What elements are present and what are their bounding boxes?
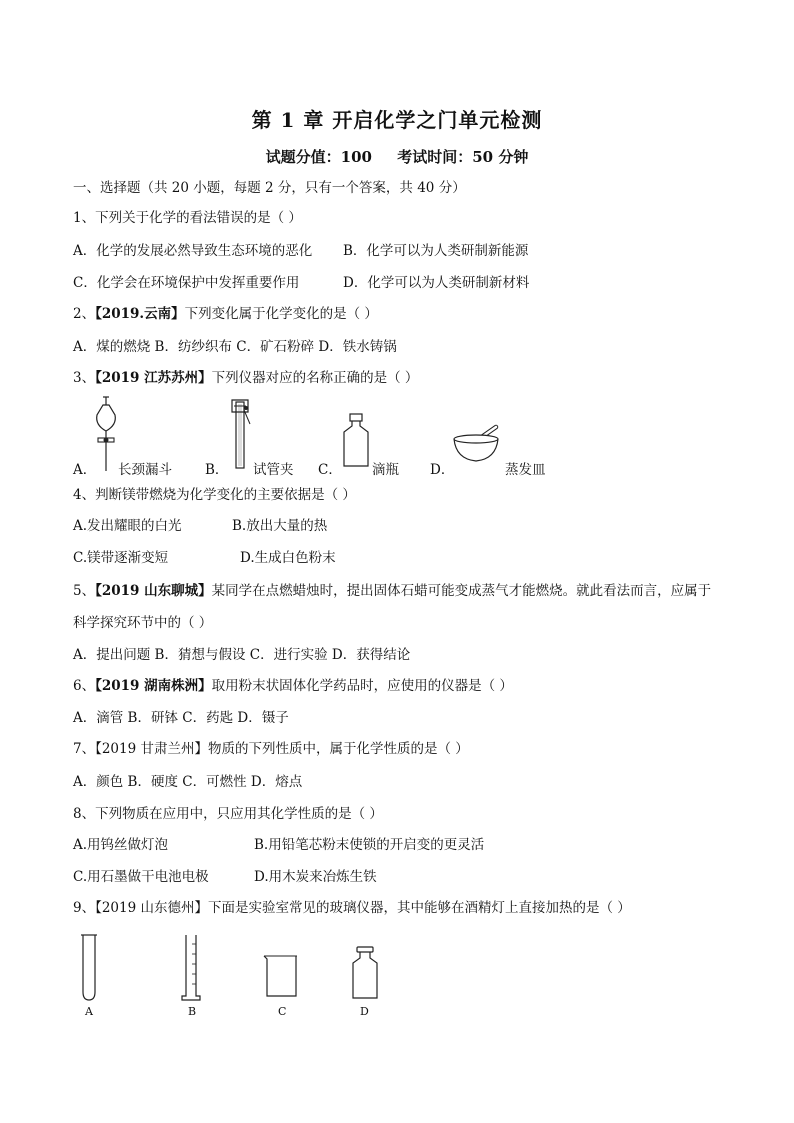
question-8-option-c: C.用石墨做干电池电极 (73, 869, 209, 885)
figure-label-c: C (278, 1005, 287, 1018)
question-8-option-b: B.用铅笔芯粉末使锁的开启变的更灵活 (254, 837, 485, 853)
question-5-source-tag: 【2019 山东聊城】 (95, 583, 212, 599)
question-2-stem: 2、【2019.云南】下列变化属于化学变化的是（ ） (73, 306, 378, 322)
bottle-figure (340, 412, 372, 468)
question-3-option-d-name: 蒸发皿 (505, 462, 546, 478)
figure-label-d: D (360, 1005, 369, 1018)
question-1-option-c: C．化学会在环境保护中发挥重要作用 (73, 275, 300, 291)
question-3-option-b-name: 试管夹 (253, 462, 294, 478)
exam-info (0, 146, 794, 167)
question-3-option-b-letter: B． (205, 462, 229, 478)
question-4-option-d: D.生成白色粉末 (240, 550, 336, 566)
section-heading: 一、选择题（共 20 小题，每题 2 分，只有一个答案，共 40 分） (73, 180, 466, 196)
question-8-option-a: A.用钨丝做灯泡 (73, 837, 169, 853)
question-3-source-tag: 【2019 江苏苏州】 (95, 370, 212, 386)
question-3-option-d-letter: D． (430, 462, 455, 478)
page-title: 第 1 章 开启化学之门单元检测 (251, 108, 543, 132)
question-1-stem: 1、下列关于化学的看法错误的是（ ） (73, 210, 302, 226)
question-4-option-b: B.放出大量的热 (232, 518, 328, 534)
mortar-figure (452, 425, 504, 465)
question-6-source-tag: 【2019 湖南株洲】 (95, 678, 212, 694)
figure-label-a: A (85, 1005, 93, 1018)
time-info: 考试时间：50 分钟 (397, 148, 529, 166)
score-info: 试题分值：100 (265, 148, 372, 166)
question-3-option-a-name: 长颈漏斗 (118, 462, 172, 478)
beaker-figure (262, 954, 300, 998)
question-5-options: A．提出问题 B．猜想与假设 C．进行实验 D．获得结论 (73, 647, 411, 663)
question-4-option-c: C.镁带逐渐变短 (73, 550, 169, 566)
question-7-options: A．颜色 B．硬度 C．可燃性 D．熔点 (73, 774, 303, 790)
question-8-stem: 8、下列物质在应用中，只应用其化学性质的是（ ） (73, 806, 383, 822)
question-8-option-d: D.用木炭来冶炼生铁 (254, 869, 377, 885)
question-6-options: A．滴管 B．研钵 C．药匙 D．镊子 (73, 710, 289, 726)
question-4-option-a: A.发出耀眼的白光 (73, 518, 182, 534)
question-4-stem: 4、判断镁带燃烧为化学变化的主要依据是（ ） (73, 487, 356, 503)
graduated-cylinder-figure (180, 934, 202, 1002)
question-3-option-c-name: 滴瓶 (372, 462, 399, 478)
question-2-options: A．煤的燃烧 B．纺纱织布 C．矿石粉碎 D．铁水铸锅 (73, 339, 397, 355)
question-7-stem: 7、【2019 甘肃兰州】物质的下列性质中，属于化学性质的是（ ） (73, 741, 469, 757)
question-3-option-a-letter: A． (73, 462, 97, 478)
reagent-bottle-figure (350, 946, 380, 1000)
question-1-option-a: A．化学的发展必然导致生态环境的恶化 (73, 243, 313, 259)
clamp-figure (228, 396, 254, 472)
question-1-option-d: D．化学可以为人类研制新材料 (343, 275, 530, 291)
question-3-option-c-letter: C． (318, 462, 342, 478)
question-5-stem-continued: 科学探究环节中的（ ） (73, 615, 213, 631)
question-9-stem: 9、【2019 山东德州】下面是实验室常见的玻璃仪器，其中能够在酒精灯上直接加热的是（ ） (73, 900, 631, 916)
question-6-stem: 6、【2019 湖南株洲】取用粉末状固体化学药品时，应使用的仪器是（ ） (73, 678, 513, 694)
question-3-stem: 3、【2019 江苏苏州】下列仪器对应的名称正确的是（ ） (73, 370, 419, 386)
question-1-option-b: B．化学可以为人类研制新能源 (343, 243, 529, 259)
question-5-stem: 5、【2019 山东聊城】某同学在点燃蜡烛时，提出固体石蜡可能变成蒸气才能燃烧。就此看法而言，应属于 (73, 583, 712, 599)
question-2-source-tag: 【2019.云南】 (95, 306, 185, 322)
figure-label-b: B (188, 1005, 197, 1018)
test-tube-figure (80, 934, 98, 1002)
